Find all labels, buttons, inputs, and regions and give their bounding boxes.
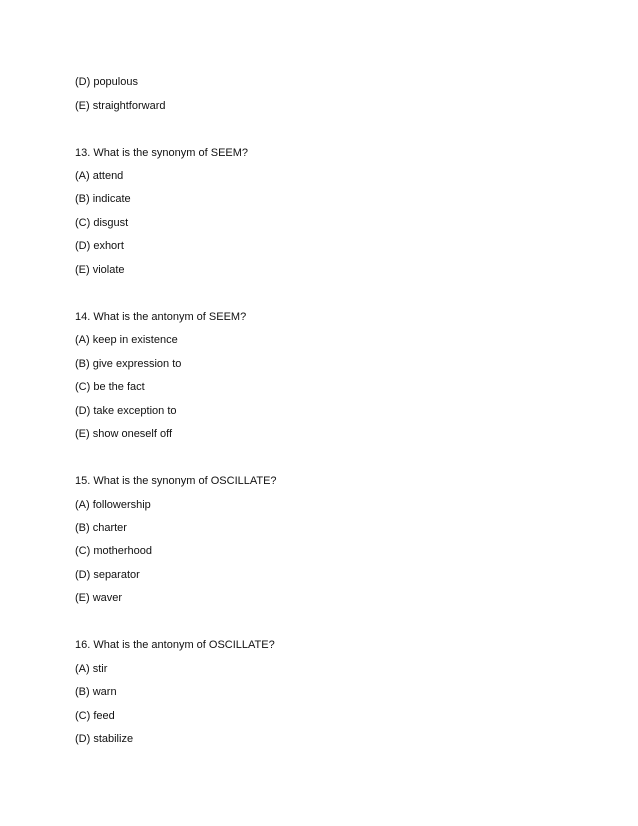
question-15-option-a: (A) followership bbox=[75, 499, 151, 511]
question-16-option-b: (B) warn bbox=[75, 686, 117, 698]
question-15-option-c: (C) motherhood bbox=[75, 545, 153, 557]
question-15-option-d: (D) separator bbox=[75, 569, 140, 581]
question-13-option-e: (E) violate bbox=[75, 264, 125, 276]
question-15-option-e: (E) waver bbox=[75, 592, 123, 604]
question-16-option-a: (A) stir bbox=[75, 663, 108, 675]
question-16-option-d: (D) stabilize bbox=[75, 733, 134, 745]
question-14-option-b: (B) give expression to bbox=[75, 358, 182, 370]
question-14-option-d: (D) take exception to bbox=[75, 405, 177, 417]
question-14-option-e: (E) show oneself off bbox=[75, 428, 173, 440]
question-13-option-c: (C) disgust bbox=[75, 217, 129, 229]
question-16-option-c: (C) feed bbox=[75, 710, 115, 722]
question-16-prompt: 16. What is the antonym of OSCILLATE? bbox=[75, 639, 275, 651]
question-13-option-a: (A) attend bbox=[75, 170, 124, 182]
carryover-option-e: (E) straightforward bbox=[75, 100, 166, 112]
question-15-option-b: (B) charter bbox=[75, 522, 127, 534]
question-15-prompt: 15. What is the synonym of OSCILLATE? bbox=[75, 475, 277, 487]
question-14-option-a: (A) keep in existence bbox=[75, 334, 178, 346]
question-13-option-d: (D) exhort bbox=[75, 240, 124, 252]
carryover-option-d: (D) populous bbox=[75, 76, 138, 88]
question-14-option-c: (C) be the fact bbox=[75, 381, 145, 393]
question-13-prompt: 13. What is the synonym of SEEM? bbox=[75, 147, 249, 159]
question-14-prompt: 14. What is the antonym of SEEM? bbox=[75, 311, 247, 323]
question-13-option-b: (B) indicate bbox=[75, 193, 131, 205]
